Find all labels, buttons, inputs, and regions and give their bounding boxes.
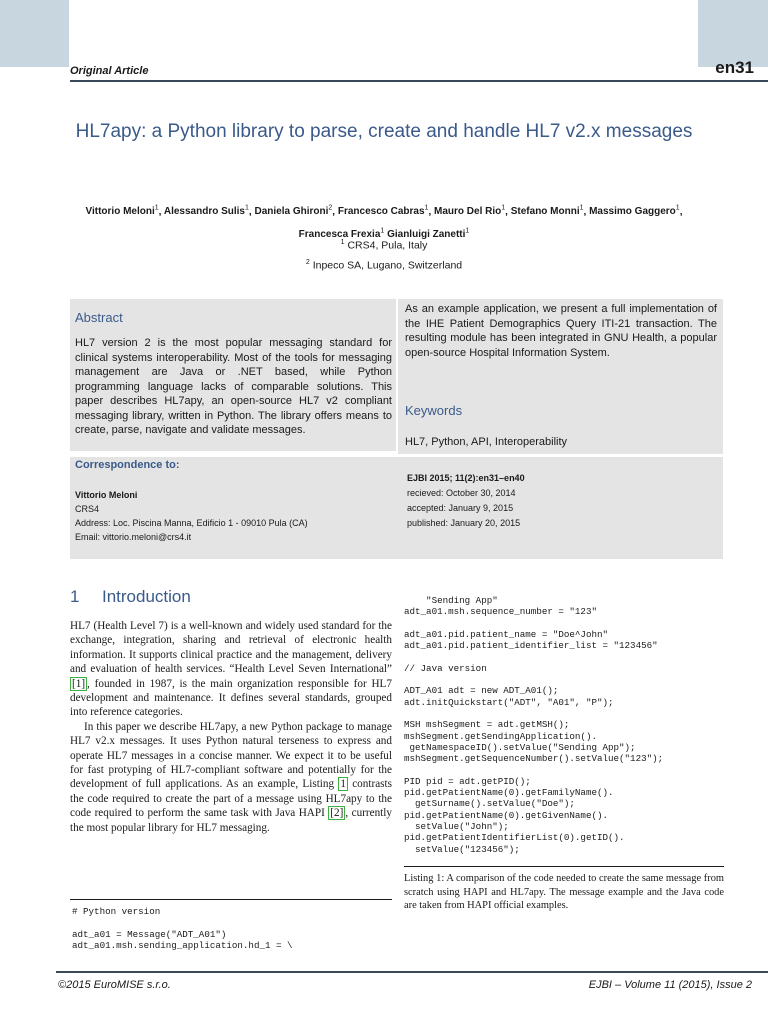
correspondence-heading: Correspondence to: <box>75 459 180 471</box>
author: Massimo Gaggero$^1$ <box>589 205 680 218</box>
citation-link[interactable]: [2] <box>330 807 344 820</box>
section-heading <box>70 587 191 607</box>
footer-journal: EJBI – Volume 11 (2015), Issue 2 <box>588 979 752 991</box>
correspondence-details <box>75 488 308 544</box>
article-type: Original Article <box>70 65 149 77</box>
page-id: en31 <box>715 58 754 77</box>
author: Francesco Cabras$^1$ <box>337 205 429 218</box>
journal-info <box>407 471 525 531</box>
affiliation: $^1$ CRS4, Pula, Italy <box>340 239 428 252</box>
paragraph: In this paper we describe HL7apy, a new Python package to manage HL7 v2.x messages. It uses Python natural terseness to express and operate HL7 messages in a concise manner. We expect it to be useful for fast protyping of HL7-compliant software and potentially for the development of full applications. As an example, Listing 1 contrasts the code required to create the part of a message using HL7apy to the code required to perform the same task with Java HAPI [2] , currently the most popular library for HL7 messaging. <box>70 720 392 834</box>
author: Daniela Ghironi$^2$ <box>254 205 333 218</box>
accepted-date: accepted: January 9, 2015 <box>407 503 514 513</box>
header-tab-left <box>0 0 69 67</box>
paper-title: HL7apy: a Python library to parse, create and handle HL7 v2.x messages <box>75 121 693 142</box>
listing-link[interactable]: 1 <box>340 778 346 791</box>
abstract-box <box>70 299 396 451</box>
abstract-continuation-box <box>398 299 723 454</box>
footer-copyright: ©2015 EuroMISE s.r.o. <box>58 979 171 991</box>
abstract-heading: Abstract <box>75 310 123 325</box>
footer-rule <box>56 971 768 973</box>
correspondence-email: Email: vittorio.meloni@crs4.it <box>75 532 192 542</box>
code-listing-python: # Python version adt_a01 = Message("ADT_A01") adt_a01.msh.sending_application.hd_1 = \ <box>72 906 293 951</box>
paragraph: HL7 (Health Level 7) is a well-known and widely used standard for the exchange, integration, sharing and retrieval of electronic health information. It supports clinical practice and the management, delivery and evaluation of health services. “Health Level Seven International” [1] , founded in 1987, is the main organization responsible for HL7 development and maintenance. It defines several standards, grouped into reference categories. <box>70 620 392 719</box>
keywords-heading: Keywords <box>405 403 463 418</box>
listing-rule <box>404 866 724 867</box>
author: Gianluigi Zanetti$^1$ <box>387 227 470 240</box>
received-date: recieved: October 30, 2014 <box>407 488 516 498</box>
header-rule <box>70 80 768 82</box>
code-listing-java: "Sending App" adt_a01.msh.sequence_number = "123" adt_a01.pid.patient_name = "Doe^John" adt_a01.pid.patient_identifier_list = "123456" // Java version ADT_A01 adt = new ADT_A01(); adt.initQuickstart("ADT", "A01", "P"); MSH mshSegment = adt.getMSH(); mshSegment.getSendingApplication(). getNamespaceID().setValue("Sending App"); mshSegment.getSequenceNumber().setValue("123"); PID pid = adt.getPID(); pid.getPatientName(0).getFamilyName(). getSurname().setValue("Doe"); pid.getPatientName(0).getGivenName(). setValue("John"); pid.getPatientIdentifierList(0).getID(). setValue("123456"); <box>404 595 664 855</box>
abstract-text: HL7 version 2 is the most popular messaging standard for clinical systems interoperability. Most of the tools for messaging management are Java or .NET based, while Python programming language lacks of comparable solutions. This paper describes HL7apy, an open-source HL7 v2 compliant messaging library, written in Python. The library offers means to create, parse, navigate and validate messages. <box>75 337 392 436</box>
correspondence-box <box>70 457 723 559</box>
author: Mauro Del Rio$^1$ <box>434 205 506 218</box>
affiliation: $^2$ Inpeco SA, Lugano, Switzerland <box>305 259 463 272</box>
keywords-text: HL7, Python, API, Interoperability <box>405 436 568 448</box>
section-number: 1 <box>70 587 80 606</box>
correspondence-org: CRS4 <box>75 504 100 514</box>
section-title: Introduction <box>102 587 191 606</box>
citation-link[interactable]: [1] <box>72 677 86 690</box>
published-date: published: January 20, 2015 <box>407 518 521 528</box>
header-tab-right <box>698 0 768 67</box>
author: Alessandro Sulis$^1$ <box>163 205 249 218</box>
listing-caption: Listing 1: A comparison of the code needed to create the same message from scratch using HAPI and HL7apy. The message example and the Java code are taken from HAPI official examples. <box>404 873 724 912</box>
author: Vittorio Meloni$^1$ <box>85 205 159 218</box>
listing-rule <box>70 899 392 900</box>
author-list: Vittorio Meloni$^1$, Alessandro Sulis$^1$, Daniela Ghironi$^2$, Francesco Cabras$^1$, Mauro Del Rio$^1$, Stefano Monni$^1$, Massimo Gaggero$^1$, Francesca Frexia$^1$ Gianluigi Zanetti$^1$ <box>85 205 683 240</box>
correspondence-address: Address: Loc. Piscina Manna, Edificio 1 - 09010 Pula (CA) <box>75 518 308 528</box>
introduction-text <box>70 619 392 835</box>
author: Stefano Monni$^1$ <box>510 205 584 218</box>
abstract-text-continued: As an example application, we present a full implementation of the IHE Patient Demographics Query ITI-21 transaction. The resulting module has been integrated in GNU Health, a popular open-source Hospital Information System. <box>405 303 717 359</box>
author: Francesca Frexia$^1$ <box>298 227 385 240</box>
journal-citation: EJBI 2015; 11(2):en31–en40 <box>407 473 525 483</box>
correspondence-name: Vittorio Meloni <box>75 490 138 500</box>
